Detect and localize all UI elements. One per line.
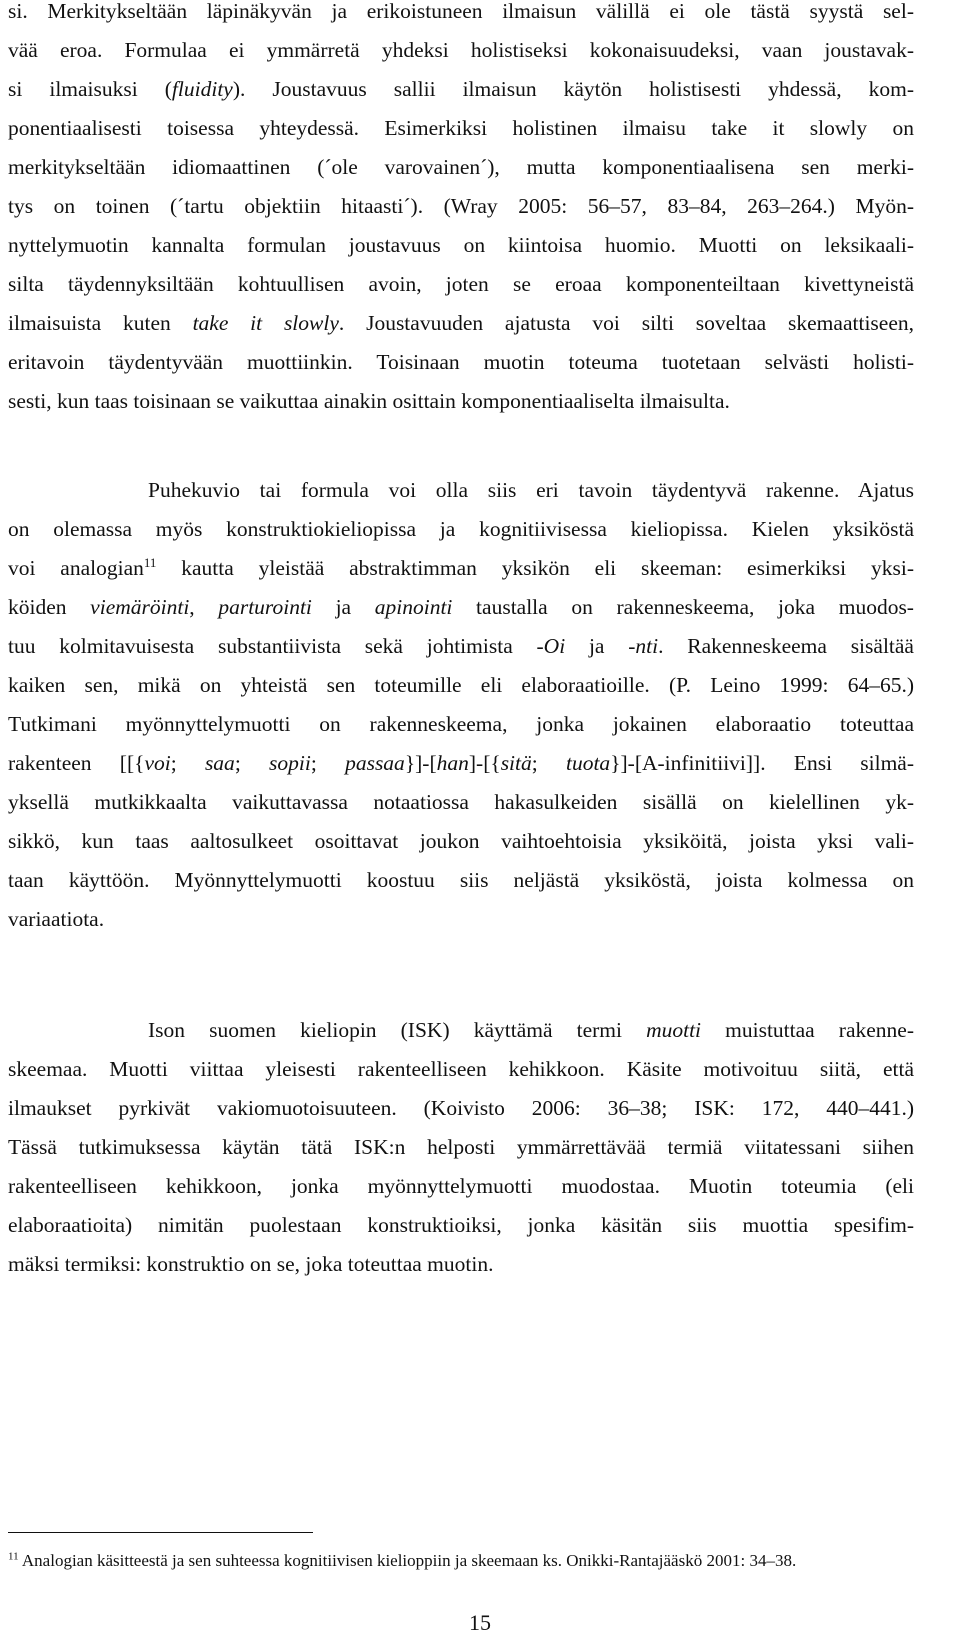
text-line: elaboraatioita) nimitän puolestaan konstruktioiksi, jonka käsitän siis muottia spesifim- (8, 1213, 914, 1237)
italic-term: take it slowly (192, 311, 339, 335)
text-line: voi analogian$^{11}$ kautta yleistää abstraktimman yksikön eli skeeman: esimerkiksi yksi- (8, 554, 914, 580)
text-line: ilmaisuista kuten take it slowly. Joustavuuden ajatusta voi silti soveltaa skemaattiseen, (8, 311, 914, 335)
text-line: ponentiaalisesti toisessa yhteydessä. Esimerkiksi holistinen ilmaisu take it slowly on (8, 116, 914, 140)
text-line: mäksi termiksi: konstruktio on se, joka toteuttaa muotin. (8, 1252, 494, 1276)
text-line: ilmaukset pyrkivät vakiomuotoisuuteen. (Koivisto 2006: 36–38; ISK: 172, 440–441.) (8, 1096, 914, 1120)
text-line: rakenteen [[{voi; saa; sopii; passaa}]-[han]-[{sitä; tuota}]-[A-infinitiivi]]. Ensi silmä- (8, 751, 915, 775)
text-line: yksellä mutkikkaalta vaikuttavassa notaatiossa hakasulkeiden sisällä on kielellinen yk- (8, 790, 914, 814)
italic-term: sopii (269, 751, 311, 775)
italic-term: voi (144, 751, 171, 775)
text-line: eritavoin täydentyvään muottiinkin. Toisinaan muotin toteuma tuotetaan selvästi holisti- (8, 350, 914, 374)
text-line: tys on toinen (´tartu objektiin hitaasti´). (Wray 2005: 56–57, 83–84, 263–264.) Myön- (8, 194, 914, 218)
text-line: taan käyttöön. Myönnyttelymuotti koostuu siis neljästä yksiköstä, joista kolmessa on (8, 868, 914, 892)
footnote-marker: 11 (8, 1550, 19, 1563)
italic-term: nti (635, 634, 659, 658)
italic-term: apinointi (374, 595, 453, 619)
paragraph-1 (8, 0, 914, 421)
italic-term: Oi (543, 634, 566, 658)
paragraph-2 (8, 471, 914, 939)
text-line: variaatiota. (8, 907, 105, 931)
italic-term: saa (204, 751, 235, 775)
page-number: 15 (469, 1610, 491, 1635)
paragraph-3 (8, 1011, 914, 1284)
footnote (8, 1550, 914, 1572)
text-line: vää eroa. Formulaa ei ymmärretä yhdeksi holistiseksi kokonaisuudeksi, vaan joustavak- (8, 38, 914, 62)
text-line: on olemassa myös konstruktiokieliopissa ja kognitiivisessa kieliopissa. Kielen yksiköstä (8, 517, 914, 541)
italic-term: tuota (565, 751, 611, 775)
text-line: Ison suomen kieliopin (ISK) käyttämä termi muotti muistuttaa rakenne- (148, 1018, 914, 1042)
italic-term: passaa (345, 751, 405, 775)
text-line: skeemaa. Muotti viittaa yleisesti rakenteelliseen kehikkoon. Käsite motivoituu siitä, että (8, 1057, 914, 1081)
text-line: Tutkimani myönnyttelymuotti on rakenneskeema, jonka jokainen elaboraatio toteuttaa (8, 712, 914, 736)
text-line: Tässä tutkimuksessa käytän tätä ISK:n helposti ymmärrettävää termiä viitatessani siihen (8, 1135, 914, 1159)
italic-term: fluidity (171, 77, 233, 101)
footnote-rule (8, 1532, 313, 1533)
footnote-text: Analogian käsitteestä ja sen suhteessa kognitiivisen kielioppiin ja skeemaan ks. Onikki-Rantajääskö 2001: 34–38. (21, 1551, 797, 1570)
text-line: si ilmaisuksi (fluidity). Joustavuus sallii ilmaisun käytön holistisesti yhdessä, kom- (8, 77, 914, 101)
italic-term: han (436, 751, 469, 775)
text-line: Puhekuvio tai formula voi olla siis eri tavoin täydentyvä rakenne. Ajatus (148, 478, 914, 502)
text-line: silta täydennyksiltään kohtuullisen avoin, joten se eroaa komponenteiltaan kivettyneistä (8, 272, 914, 296)
italic-term: viemäröinti (90, 595, 190, 619)
footnote-reference: 11 (143, 554, 157, 570)
text-line: rakenteelliseen kehikkoon, jonka myönnyttelymuotti muodostaa. Muotin toteumia (eli (8, 1174, 914, 1198)
italic-term: muotti (646, 1018, 702, 1042)
italic-term: sitä (500, 751, 532, 775)
text-line: sesti, kun taas toisinaan se vaikuttaa ainakin osittain komponentiaaliselta ilmaisulta. (8, 389, 730, 413)
italic-term: parturointi (218, 595, 312, 619)
text-line: merkitykseltään idiomaattinen (´ole varovainen´), mutta komponentiaalisena sen merki- (8, 155, 914, 179)
text-line: sikkö, kun taas aaltosulkeet osoittavat joukon vaihtoehtoisia yksiköitä, joista yksi vali- (8, 829, 914, 853)
text-line: si. Merkitykseltään läpinäkyvän ja erikoistuneen ilmaisun välillä ei ole tästä syystä sel- (8, 0, 914, 23)
text-line: tuu kolmitavuisesta substantiivista sekä johtimista -Oi ja -nti. Rakenneskeema sisältää (8, 634, 914, 658)
text-line: nyttelymuotin kannalta formulan joustavuus on kiintoisa huomio. Muotti on leksikaali- (8, 233, 914, 257)
text-line: kaiken sen, mikä on yhteistä sen toteumille eli elaboraatioille. (P. Leino 1999: 64–65.) (8, 673, 914, 697)
text-line: köiden viemäröinti, parturointi ja apinointi taustalla on rakenneskeema, joka muodos- (8, 595, 914, 619)
